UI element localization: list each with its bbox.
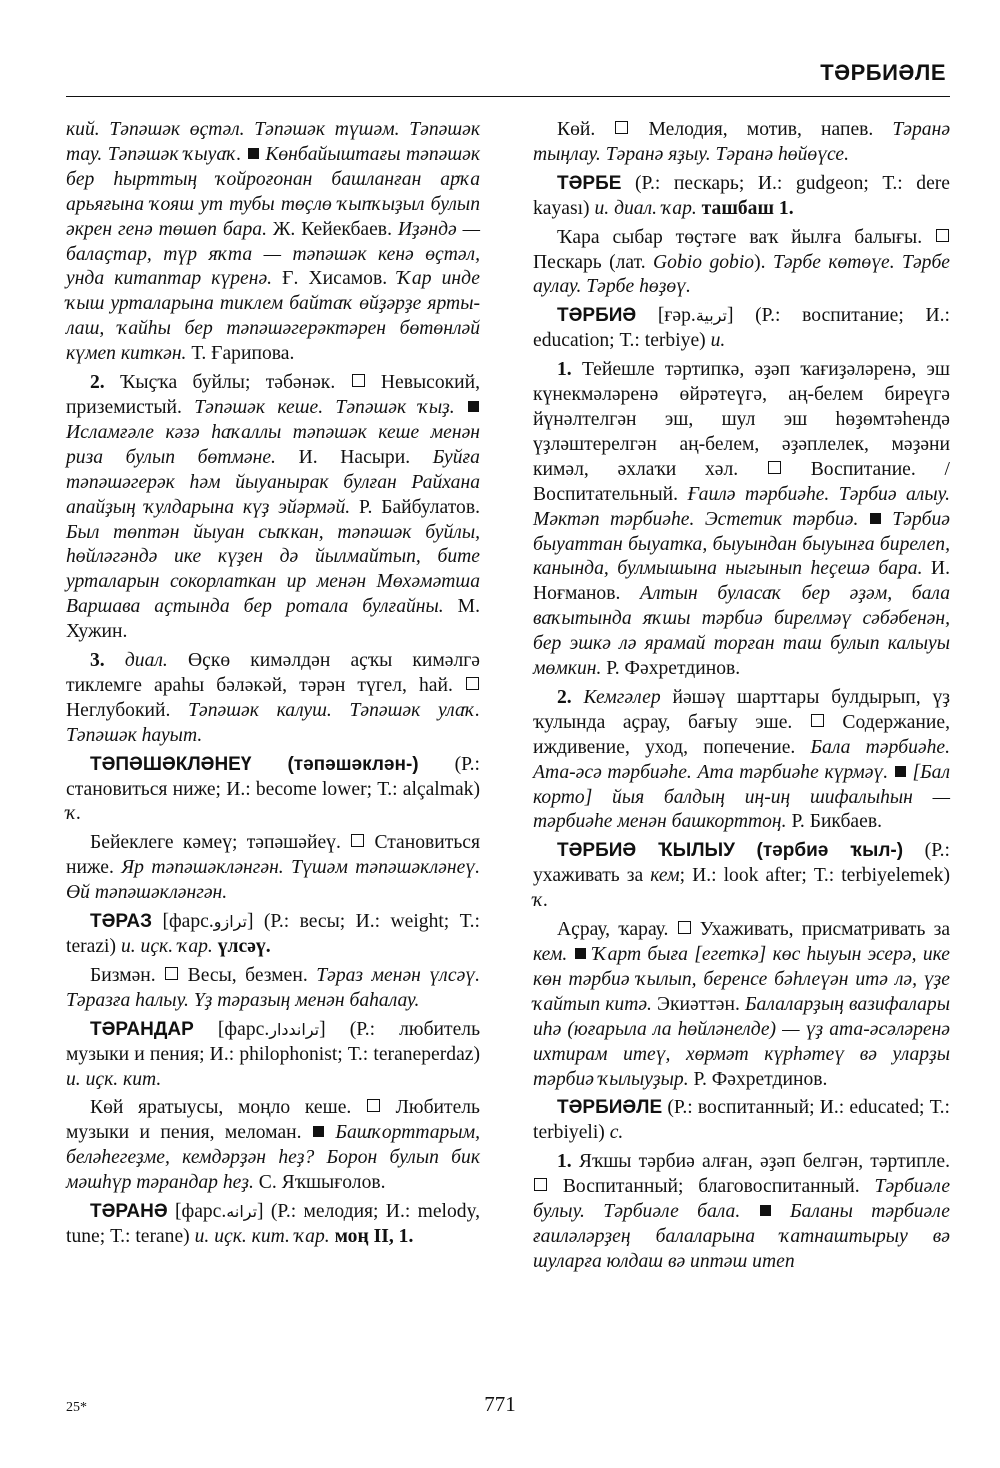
translation-text: Воспитание. / Воспитательный. [533, 458, 950, 505]
black-square-icon [468, 401, 479, 412]
grammar-label: и. иҫк. кит. [66, 1068, 162, 1090]
example-text: Алтын буласаҡ бер әҙәм, бала ваҡытында яҡшы тәрбиә бирелмәү сәбәбенән, бер эшкә лә ярамай торған таш булып калыуы мөмкин. [533, 583, 950, 680]
cross-reference: үлсәү. [217, 936, 271, 957]
entry-body [533, 918, 950, 1092]
headword: ТӘРАНӘ [90, 1201, 168, 1223]
etymology-text: [фарс. [162, 911, 214, 933]
sense-paragraph [533, 358, 950, 682]
entry-body [533, 118, 950, 168]
sense-number: 1. [557, 359, 572, 381]
entry-head [66, 1200, 480, 1250]
white-square-icon [678, 921, 691, 934]
example-text: Тәраз менән үлсәү. Тәразға һалыу. Үҙ тәразың менән баһалау. [66, 964, 480, 1011]
left-column [66, 118, 480, 1254]
arabic-script: ترانه [226, 1202, 258, 1222]
example-text: Көнбайыштағы тәпәшәк бер һырттың ҡойроғонан башланған арҡа арьяғына ҡояш ут тубы төҫлө ҡыпҡыҙыл булып әкрен генә төшөп бара. [66, 143, 480, 240]
citation: Р. Байбулатов. [359, 496, 480, 518]
example-text: Тәпәшәк кеше. Тәпәшәк ҡыҙ. [194, 396, 455, 418]
citation: Ж. Кейекбаев. [272, 218, 392, 240]
translation-text: Любитель музыки и пения, меломан. [66, 1097, 480, 1144]
headword: ТӘПӘШӘКЛӘНЕҮ [90, 753, 252, 775]
gloss-text: (Р.: пескарь; И.: gudgeon; Т.: dere kayası) [533, 172, 950, 219]
definition-text: Бейеклеге кәмеү; тәпәшәйеү. [90, 832, 341, 854]
example-text: Исламғәле кәзә һаҡаллы тәпәшәк кеше менән риза булып бөтмәне. [66, 421, 480, 468]
sense-paragraph [533, 1150, 950, 1275]
grammar-label: ҡ. [533, 890, 549, 912]
translation-text: ). [754, 251, 766, 273]
gloss-text: (Р.: становиться ниже; И.: become lower; Т.: alçalmak) [66, 753, 480, 800]
headword: ТӘРБИӘ ҠЫЛЫУ [557, 840, 735, 862]
entry-body [66, 964, 480, 1014]
translation-text: Воспитанный; благовоспитанный. [562, 1176, 860, 1198]
definition-text: Тейешле тәртипкә, әҙәп ҡағиҙәләренә, эш күнекмәләренә өйрәтеүгә, аң-белем биреүгә йүнәлтелгән эш, шул эш һөҙөмтәһендә үҙләштерелгән аң-белем, әҙәплелек, мәҙәни кимәл, әхлаҡи хәл. [533, 359, 950, 480]
translation-text: Весы, безмен. [187, 964, 308, 986]
definition-text: Өҫкө кимәлдән аҫҡы кимәлгә тиклемге араһы бәләкәй, тәрән түгел, һай. [66, 650, 480, 696]
white-square-icon [466, 677, 479, 690]
entry-head [533, 172, 950, 222]
entry-continuation [66, 118, 480, 367]
definition-text: Яҡшы тәрбиә алған, әҙәп белгән, тәртипле. [578, 1151, 950, 1173]
translation-text: Становиться ниже. [66, 832, 480, 879]
white-square-icon [936, 229, 949, 242]
sense-paragraph [66, 371, 480, 645]
gloss-italic: кем [650, 865, 680, 887]
sense-number: 2. [557, 686, 572, 708]
black-square-icon [248, 148, 259, 159]
etymology-text: [ғәр. [657, 305, 696, 327]
citation: И. Насыри. [298, 446, 411, 468]
grammar-label: ҡ. [66, 803, 82, 825]
sense-number: 3. [90, 650, 105, 672]
example-text: Баланы тәрбиәле ғаиләләрҙең балаларына ҡатнаштырыу вә шуларға юлдаш вә иптәш итеп [533, 1201, 950, 1272]
entry-head [66, 910, 480, 960]
citation: Ғ. Хисамов. [282, 268, 388, 290]
headword: ТӘРАЗ [90, 911, 153, 933]
grammar-label: и. иҫк. кит. ҡар. [194, 1225, 330, 1247]
definition-text: Көй. [557, 119, 596, 140]
headword: ТӘРАНДАР [90, 1018, 194, 1040]
gloss-italic: кем. [533, 944, 568, 965]
running-header [66, 50, 950, 97]
translation-text: Неглубокий. [66, 699, 171, 721]
sense-number: 2. [90, 372, 105, 394]
headword: ТӘРБИӘ [557, 305, 637, 327]
definition-text: Ҡыҫҡа буйлы; тәбәнәк. [120, 372, 336, 394]
citation: Р. Бикбаев. [791, 811, 882, 833]
example-text: Ҡарт быға [егеткә] көс һыуын эсерә, ике көн тәрбиә ҡылып, беренсе бәһлеүән итә лә, үҙе ҡайтып китә. [533, 944, 950, 1015]
black-square-icon [870, 513, 881, 524]
printer-signature: 25* [66, 1400, 87, 1415]
sense-number: 1. [557, 1151, 572, 1173]
example-text: Был төптән йыуан сыҡкан, тәпәшәк буйлы, һөйләгәндә ике күҙен дә йылмайтып, бите урталарын сокорлаткан ир менән Мөхәмәтша Варшава аҫтында бер ротала булғайны. [66, 521, 480, 618]
cross-reference: моң II, 1. [334, 1225, 414, 1247]
entry-body [533, 226, 950, 301]
example-text: Буйға тәпәшәгерәк һәм йыуанырак булған Райхана апайҙың ҡулдарына күҙ эйәрмәй. [66, 446, 480, 518]
citation: Р. Фәхретдинов. [693, 1068, 828, 1090]
translation-text: Невысокий, приземистый. [66, 372, 481, 418]
entry-head [66, 753, 480, 828]
citation: Р. Фәхретдинов. [606, 658, 741, 680]
gloss-text: (Р.: ухаживать за [533, 840, 950, 887]
gloss-text: (Р.: воспитанный; И.: educated; Т.: terbiyeli) [533, 1097, 951, 1144]
grammar-label: с. [609, 1122, 624, 1144]
right-column [533, 118, 950, 1279]
white-square-icon [352, 374, 365, 387]
example-text: Ҡар инде ҡыш урталарына тиклем байтаҡ өйҙәрҙе яртылаш, ҡайһы бер тәпәшәгерәктәрен бөтөнләй күмеп киткән. [66, 268, 480, 365]
definition-text: Көй яратыусы, моңло кеше. [90, 1097, 352, 1119]
etymology-text: [фарс. [217, 1018, 270, 1040]
entry-head [66, 1018, 480, 1093]
gloss-text: ; И.: look after; Т.: terbiyelemek) [679, 865, 950, 887]
example-text: Балаларҙың вазифалары иһә (юғарыла ла һөйләнелде) — үҙ ата-әсәләренә ихтирам итеү, хөрмәт күрһәтеү вә уларҙы тәрбиә ҡылыуҙыр. [533, 993, 950, 1090]
citation: Т. Ғарипова. [191, 343, 295, 365]
headword-form: (тәпәшәклән-) [287, 753, 419, 775]
example-text: Тәрбиәле булыу. Тәрбиәле бала. [533, 1176, 951, 1223]
citation: М. Хужин. [66, 596, 480, 643]
translation-text: Мелодия, мотив, напев. [648, 119, 874, 140]
translation-text: Ухаживать, присматривать за [699, 919, 951, 941]
example-text: Ғаилә тәрбиәһе. Тәрбиә алыу. Мәктәп тәрбиәһе. Эстетик тәрбиә. [533, 483, 950, 530]
black-square-icon [895, 766, 906, 777]
gloss-text: ] (Р.: мелодия; И.: melody, tune; Т.: terane) [66, 1201, 480, 1247]
gloss-text: ] (Р.: весы; И.: weight; Т.: terazi) [66, 911, 480, 957]
latin-name: Gobio gobio [653, 251, 755, 273]
grammar-label: и. [710, 330, 726, 352]
example-text: кий. Тәпәшәк өҫтәл. Тәпәшәк түшәм. Тәпәшәк тау. Тәпәшәк ҡыуаҡ. [66, 119, 480, 165]
black-square-icon [575, 948, 586, 959]
definition-text: йәшәү шарттары булдырып, үҙ ҡулында аҫрау, бағыу эше. [533, 686, 950, 733]
white-square-icon [367, 1099, 380, 1112]
white-square-icon [768, 461, 781, 474]
cross-reference: ташбаш 1. [701, 197, 794, 219]
white-square-icon [534, 1178, 547, 1191]
translation-text: Пескарь (лат. [533, 251, 646, 273]
definition-text: Бизмән. [90, 964, 156, 986]
definition-text: Ҡара сыбар төҫтәге ваҡ йылға балығы. [557, 226, 923, 248]
citation: Экиәттән. [657, 993, 740, 1015]
gloss-text: ] (Р.: воспитание; И.: education; Т.: terbiye) [533, 305, 950, 352]
citation: И. Ноғманов. [533, 558, 950, 605]
white-square-icon [165, 967, 178, 980]
black-square-icon [313, 1126, 324, 1137]
black-square-icon [760, 1205, 771, 1216]
entry-head [533, 1096, 950, 1146]
page-number: 771 [484, 1392, 516, 1416]
usage-label: Кемгәлер [583, 686, 661, 708]
example-text: [Бал корто] йыя балдың иң-иң шифалыһын — тәрбиәһе менән башкорттоң. [533, 761, 950, 833]
entry-body [66, 1096, 480, 1196]
white-square-icon [351, 834, 364, 847]
white-square-icon [615, 121, 628, 134]
translation-text: Содержание, иждивение, уход, попечение. [533, 711, 950, 758]
etymology-text: [фарс. [174, 1201, 227, 1223]
example-text: Тәранә тыңлау. Тәранә яҙыу. Тәранә һөйөүсе. [533, 119, 951, 165]
usage-label: диал. [124, 650, 168, 672]
arabic-script: ترانددار [269, 1019, 320, 1039]
entry-head [533, 304, 950, 354]
sense-paragraph [66, 649, 480, 749]
definition-text: Аҫрау, ҡарау. [557, 919, 669, 941]
example-text: Тәрбе көтөүе. Тәрбе аулау. Тәрбе һөҙөү. [533, 251, 950, 298]
arabic-script: ترازو [213, 912, 247, 932]
sense-paragraph [533, 686, 950, 835]
headword-form: (тәрбиә ҡыл-) [756, 840, 904, 862]
headword: ТӘРБЕ [557, 172, 622, 194]
example-text: Яр тәпәшәкләнгән. Түшәм тәпәшәкләнеү. Өй тәпәшәкләнгән. [66, 857, 480, 904]
running-head-word: ТӘРБИӘЛЕ [820, 60, 946, 85]
example-text: Бала тәрбиәһе. Ата-әсә тәрбиәһе. Ата тәрбиәһе күрмәү. [533, 736, 950, 783]
grammar-label: и. иҫк. ҡар. [120, 936, 213, 957]
citation: С. Яҡшығолов. [258, 1172, 386, 1194]
entry-head [533, 839, 950, 914]
example-text: Тәпәшәк калуш. Тәпәшәк улаҡ. Тәпәшәк һауыт. [66, 699, 480, 746]
entry-body [66, 831, 480, 906]
headword: ТӘРБИӘЛЕ [557, 1097, 663, 1119]
arabic-script: تربية [695, 306, 727, 326]
example-text: Тәрбиә быуаттан быуатка, быуындан быуынға бирелеп, канында, булмышына ныгынып һеҫешә бара. [533, 508, 950, 580]
grammar-label: и. диал. ҡар. [594, 197, 697, 219]
example-text: Иҙәндә — балаҫтар, түр яҡта — тәпәшәк кенә өҫтәл, унда китаптар күренә. [66, 218, 480, 290]
white-square-icon [811, 714, 824, 727]
example-text: Башҡорттарым, беләһегеҙме, кемдәрҙән һеҙ? Борон булып бик мәшһүр тәрандар һеҙ. [66, 1122, 481, 1194]
gloss-text: ] (Р.: любитель музыки и пения; И.: philophonist; Т.: teraneperdaz) [66, 1018, 481, 1065]
